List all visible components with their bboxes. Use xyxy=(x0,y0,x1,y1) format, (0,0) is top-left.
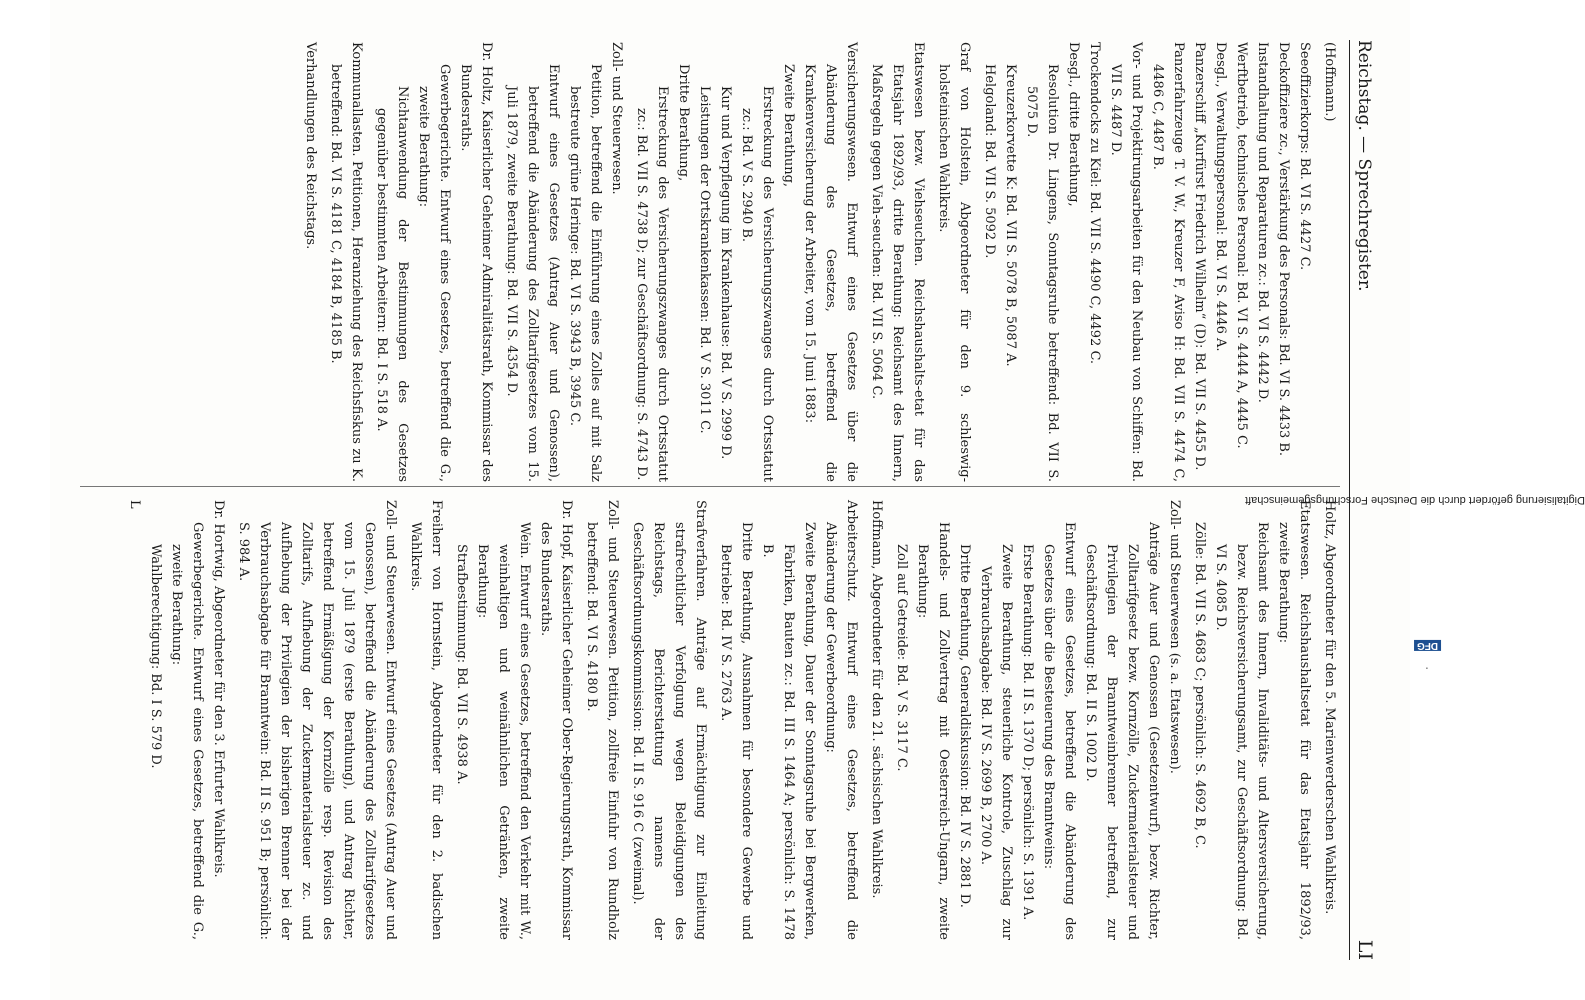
index-entry: Hoffmann, Abgeordneter für den 21. sächsischen Wahlkreis. xyxy=(869,500,884,899)
index-entry: Instandhaltung und Reparaturen zc.: Bd. VI S. 4442 D. xyxy=(1255,42,1270,403)
index-entry: Dr. Hopf, Kaiserlicher Geheimer Ober-Regierungsrath, Kommissar des Bundesraths. xyxy=(538,500,574,940)
left-column xyxy=(80,42,1340,482)
index-entry: Dritte Berathung, xyxy=(676,64,691,182)
page-title: Reichstag. — Sprechregister. xyxy=(1354,40,1374,292)
index-entry: Zweite Berathung, steuerliche Kontrole, Zuschlag zur Verbrauchsabgabe: Bd. IV S. 2699 B, 2700 A. xyxy=(978,544,1014,940)
index-entry: Zoll- und Steuerwesen. Entwurf eines Gesetzes (Antrag Auer und Genossen), betreffend die Abänderung des Zolltarifgesetzes vom 15. Juli 1879 (erste Berathung), und Antrag Richter, betreffend Ermäßigung der Kornzölle resp. Revision des Zolltarifs, Aufhebung der Zuckermaterialsteuer zc. und Aufhebung der Privilegien der bisherigen Brenner bei der Verbrauchsabgabe für Branntwein: Bd. II S. 951 B; persönlich: S. 984 A. xyxy=(236,500,398,940)
index-entry: Petition, betreffend die Einführung eines Zolles auf mit Salz bestreute grüne Heringe: Bd. VI S. 3943 B, 3945 C. xyxy=(567,64,603,482)
index-entry: Strafbestimmung: Bd. VII S. 4938 A. xyxy=(454,544,469,785)
index-entry: Etatswesen bezw. Viehseuchen. Reichshaushalts-etat für das Etatsjahr 1892/93, dritte Berathung: Reichsamt des Innern, Maßregeln gegen Vieh-seuchen: Bd. VII S. 5064 C. xyxy=(869,42,926,482)
scanned-page xyxy=(50,0,1410,1000)
index-entry: Seeoffizierkorps: Bd. VI S. 4427 C. xyxy=(1297,42,1312,271)
index-entry: Desgl., Verwaltungspersonal: Bd. VI S. 4446 A. xyxy=(1213,42,1228,352)
index-entry: Gewerbegerichte. Entwurf eines Gesetzes, betreffend die G., zweite Berathung: xyxy=(169,522,205,940)
index-entry: Etatswesen. Reichshaushaltsetat für das Etatsjahr 1892/93, zweite Berathung: xyxy=(1276,500,1312,940)
index-entry: Dr. Hortwig, Abgeordneter für den 3. Erfurter Wahlkreis. xyxy=(211,500,226,878)
index-entry: Vor- und Projektirungsarbeiten für den Neubau von Schiffen: Bd. VII S. 4487 D. xyxy=(1108,42,1144,482)
index-entry: Handels- und Zollvertrag mit Oesterreich-Ungarn, zweite Berathung: xyxy=(915,522,951,940)
index-entry: Wahlberechtigung: Bd. I S. 579 D. xyxy=(148,544,163,769)
index-entry: Erstreckung des Versicherungszwanges durch Ortsstatut zc.: Bd. VII S. 4738 D; zur Geschäftsordnung: S. 4743 D. xyxy=(634,86,670,482)
index-entry: Zoll- und Steuerwesen. Petition, zollfreie Einfuhr von Rundholz betreffend: Bd. VI S. 4180 B. xyxy=(584,500,620,940)
index-entry: Kur und Verpflegung im Krankenhause: Bd. V S. 2999 D. xyxy=(718,86,733,460)
index-entry: Zölle: Bd. VII S. 4683 C; persönlich: S. 4692 B, C. xyxy=(1192,522,1207,849)
index-entry: (Hoffmann.) xyxy=(1322,42,1337,122)
index-entry: Kreuzerkorvette K: Bd. VII S. 5078 B, 5087 A. xyxy=(1003,64,1018,367)
index-entry: Erste Berathung: Bd. II S. 1370 D; persönlich: S. 1391 A. xyxy=(1020,544,1035,921)
index-entry: Holtz, Abgeordneter für den 5. Marienwerderschen Wahlkreis. xyxy=(1322,500,1337,915)
index-entry: Entwurf eines Gesetzes (Antrag Auer und Genossen), betreffend die Abänderung des Zolltarifgesetzes vom 15. Juli 1879, zweite Berathung: Bd. VII S. 4354 D. xyxy=(504,64,561,482)
index-entry: Dritte Berathung, Generaldiskussion: Bd. IV S. 2881 D. xyxy=(957,544,972,908)
index-entry: Wein. Entwurf eines Gesetzes, betreffend den Verkehr mit W., weinhaltigen und weinähnlichen Getränken, zweite Berathung: xyxy=(475,522,532,940)
credit-text: Digitalisierung gefördert durch die Deutsche Forschungsgemeinschaft xyxy=(1245,494,1585,506)
index-entry: Freiherr von Hornstein, Abgeordneter für den 2. badischen Wahlkreis. xyxy=(408,500,444,940)
index-entry: Zoll- und Steuerwesen (s. a. Etatswesen). xyxy=(1167,500,1182,774)
index-entry: Leistungen der Ortskrankenkassen: Bd. V S. 3011 C. xyxy=(697,86,712,434)
index-entry: Versicherungswesen. Entwurf eines Gesetzes über die Abänderung des Gesetzes, betreffend die Krankenversicherung der Arbeiter, vom 15. Juni 1883: xyxy=(802,42,859,482)
index-entry: Kommunallasten. Petitionen, Heranziehung des Reichsfiskus zu K. betreffend: Bd. VI S. 4181 C, 4184 B, 4185 B. xyxy=(328,42,364,482)
index-entry: Resolution Dr. Lingens, Sonntagsruhe betreffend: Bd. VII S. 5075 D. xyxy=(1024,64,1060,482)
right-column xyxy=(80,500,1340,940)
page-number: LI xyxy=(1354,939,1376,960)
index-entry: Deckoffiziere zc., Verstärkung des Personals: Bd. VI S. 4433 B. xyxy=(1276,42,1291,457)
index-entry: Erstreckung des Versicherungszwanges durch Ortsstatut zc.: Bd. V S. 2940 B. xyxy=(739,86,775,482)
column-separator xyxy=(80,486,1340,487)
index-entry: Werftbetrieb, technisches Personal: Bd. VI S. 4444 A, 4445 C. xyxy=(1234,42,1249,449)
index-entry: Dr. Holtz, Kaiserlicher Geheimer Admiralitätsrath, Kommissar des Bundesraths. xyxy=(458,42,494,482)
index-entry: Entwurf eines Gesetzes, betreffend die Abänderung des Gesetzes über die Besteuerung des Branntweins: xyxy=(1041,522,1077,940)
index-entry: Arbeiterschutz. Entwurf eines Gesetzes, betreffend die Abänderung der Gewerbeordnung: xyxy=(823,500,859,940)
credit-line: Digitalisierung gefördert durch die Deutsche Forschungsgemeinschaft · DFG xyxy=(1245,494,1585,670)
index-entry: Graf von Holstein, Abgeordneter für den 9. schleswig-holsteinischen Wahlkreis. xyxy=(936,42,972,482)
index-entry: Gewerbegerichte. Entwurf eines Gesetzes, betreffend die G., zweite Berathung: xyxy=(416,64,452,482)
index-entry: Verhandlungen des Reichstags. xyxy=(303,42,318,250)
index-entry: Dritte Berathung, Ausnahmen für besondere Gewerbe und Betriebe: Bd. IV S. 2763 A. xyxy=(718,522,754,940)
dfg-logo: DFG xyxy=(1414,640,1441,651)
index-entry: Strafverfahren. Anträge auf Ermächtigung zur Einleitung strafrechtlicher Verfolgung wegen Beleidigungen des Reichstags, Berichterstattung namens der Geschäftsordnungskommission: Bd. II S. 916 C (zweimal). xyxy=(630,500,708,940)
index-entry: Zoll- und Steuerwesen. xyxy=(609,42,624,195)
index-entry: Zweite Berathung, Dauer der Sonntagsruhe bei Bergwerken, Fabriken, Bauten zc.: Bd. III S. 1464 A; persönlich: S. 1478 B. xyxy=(760,522,817,940)
index-entry: Nichtanwendung der Bestimmungen des Gesetzes gegenüber bestimmten Arbeitern: Bd. I S. 518 A. xyxy=(374,86,410,482)
index-entry: Trockendocks zu Kiel: Bd. VII S. 4490 C, 4492 C. xyxy=(1087,42,1102,365)
index-entry: L xyxy=(127,500,142,509)
index-entry: Zweite Berathung, xyxy=(781,64,796,188)
index-entry: Helgoland: Bd. VII S. 5092 D. xyxy=(982,64,997,259)
index-entry: Anträge Auer und Genossen (Gesetzentwurf), bezw. Richter, Zolltarifgesetz bezw. Kornzölle, Zuckermaterialsteuer und Privilegien der Branntweinbrenner betreffend, zur Geschäftsordnung: Bd. II S. 1002 D. xyxy=(1083,522,1161,940)
index-entry: Zoll auf Getreide: Bd. V S. 3117 C. xyxy=(894,544,909,772)
index-entry: Panzerfahrzeuge T. V. W., Kreuzer F, Aviso H: Bd. VII S. 4474 C, 4486 C, 4487 B. xyxy=(1150,42,1186,482)
index-entry: Reichsamt des Innern, Invaliditäts- und Altersversicherung, bezw. Reichsversicherungsamt, zur Geschäftsordnung: Bd. VI S. 4085 D. xyxy=(1213,522,1270,940)
index-entry: Panzerschiff „Kurfürst Friedrich Wilhelm“ (D): Bd. VII S. 4455 D. xyxy=(1192,42,1207,471)
index-entry: Desgl., dritte Berathung, xyxy=(1066,42,1081,207)
